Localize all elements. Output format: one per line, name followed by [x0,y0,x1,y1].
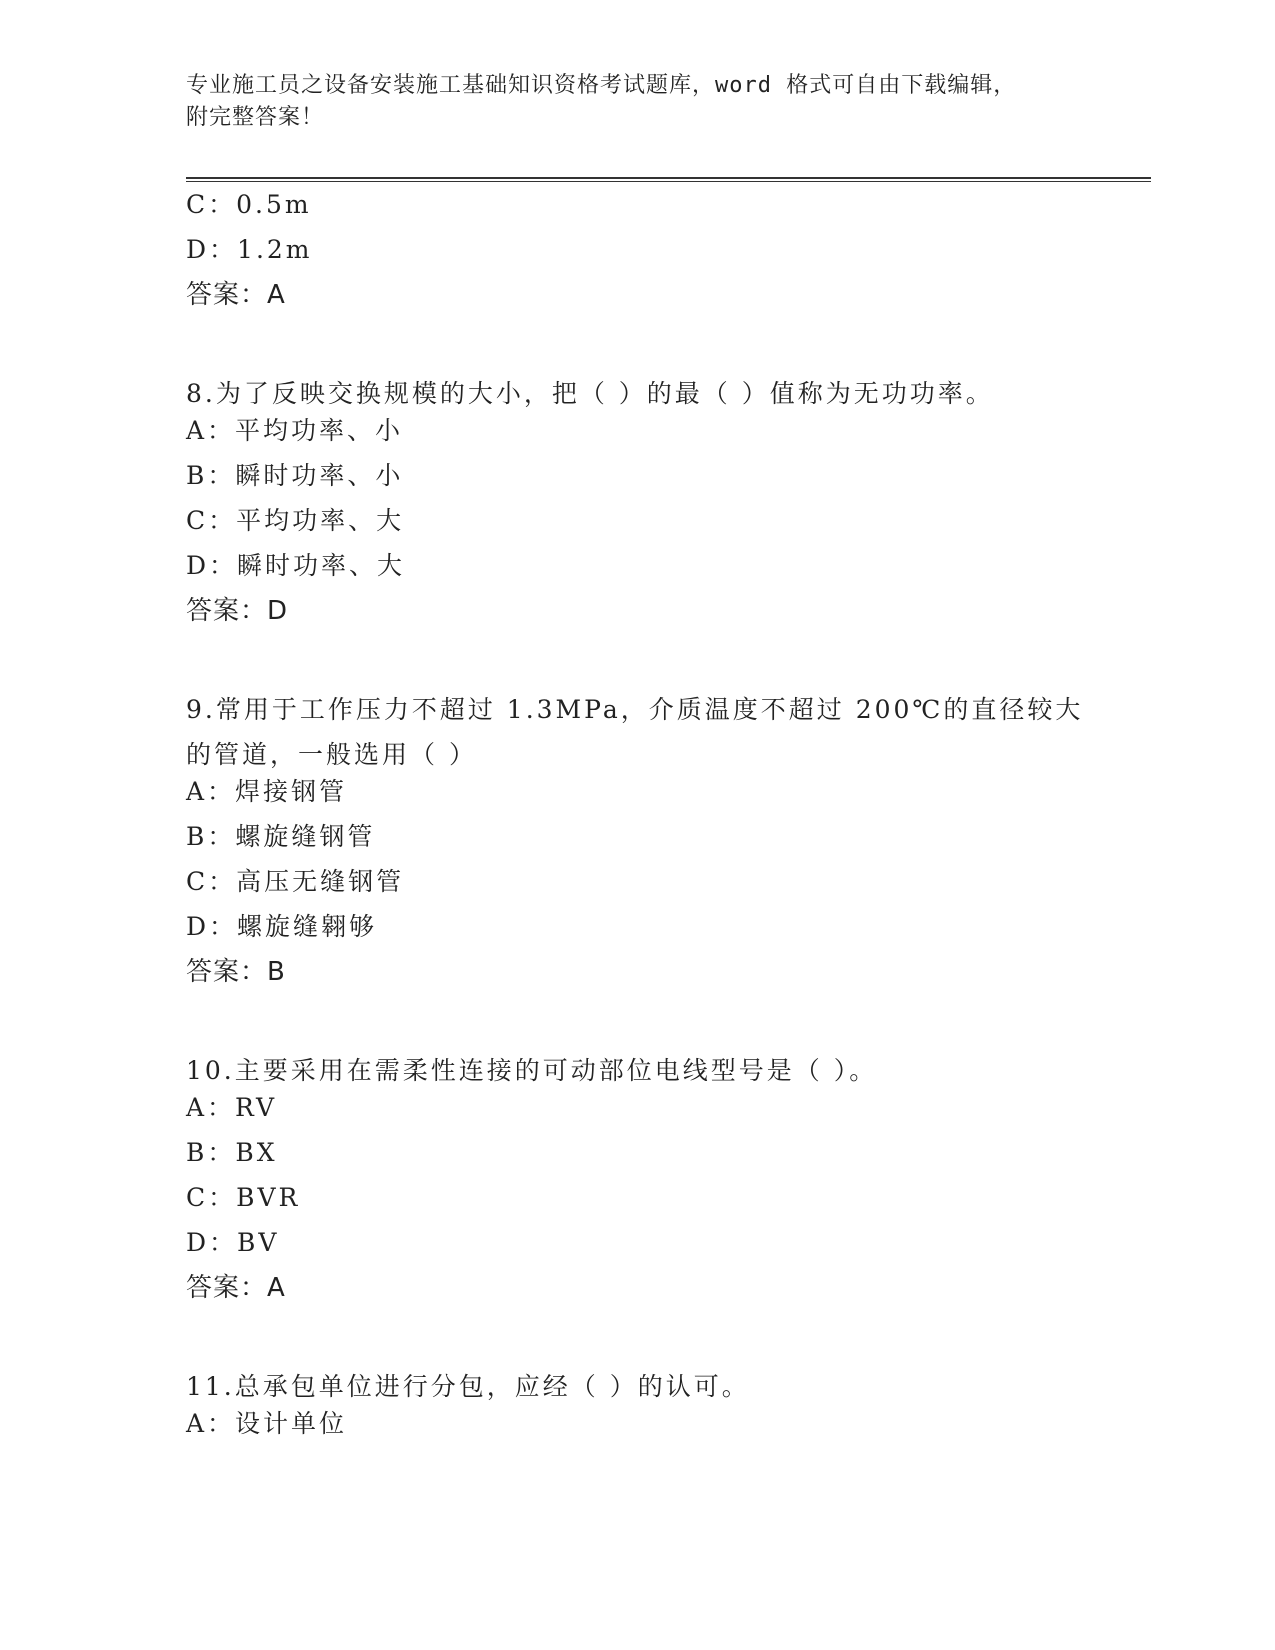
option-b: B：螺旋缝钢管 [186,822,376,851]
option-b: B：瞬时功率、小 [186,461,404,490]
question-11 [186,1364,1086,1454]
answer-line: 答案：B [186,957,286,987]
question-7-continued [186,190,1086,325]
question-stem: 11.总承包单位进行分包，应经（ ）的认可。 [186,1372,750,1401]
spacer [186,641,1086,687]
option-d: D：1.2m [186,235,313,264]
question-10 [186,1048,1086,1318]
question-stem: 9.常用于工作压力不超过 1.3MPa，介质温度不超过 200℃的直径较大的管道，一般选用（ ） [186,695,1084,769]
spacer [186,1002,1086,1048]
header-divider [186,177,1151,182]
question-stem: 10.主要采用在需柔性连接的可动部位电线型号是（ ）。 [186,1056,878,1085]
header-title-line-2: 附完整答案！ [186,105,325,130]
spacer [186,1318,1086,1364]
question-stem: 8.为了反映交换规模的大小，把（ ）的最（ ）值称为无功功率。 [186,379,994,408]
answer-line: 答案：A [186,280,286,310]
option-a: A：平均功率、小 [186,416,404,445]
option-c: C：0.5m [186,190,312,219]
option-d: D：螺旋缝翱够 [186,912,378,941]
document-header [186,70,1086,134]
spacer [186,325,1086,371]
option-d: D：瞬时功率、大 [186,551,406,580]
option-c: C：平均功率、大 [186,506,405,535]
question-9 [186,687,1086,1002]
option-a: A：焊接钢管 [186,777,348,806]
answer-line: 答案：D [186,596,289,626]
answer-line: 答案：A [186,1273,286,1303]
option-b: B：BX [186,1138,278,1167]
header-title-line-1: 专业施工员之设备安装施工基础知识资格考试题库，word 格式可自由下载编辑， [186,73,1017,98]
question-list [186,190,1086,1454]
option-c: C：高压无缝钢管 [186,867,405,896]
option-c: C：BVR [186,1183,301,1212]
option-d: D：BV [186,1228,280,1257]
question-8 [186,371,1086,641]
option-a: A：设计单位 [186,1409,348,1438]
option-a: A：RV [186,1093,278,1122]
